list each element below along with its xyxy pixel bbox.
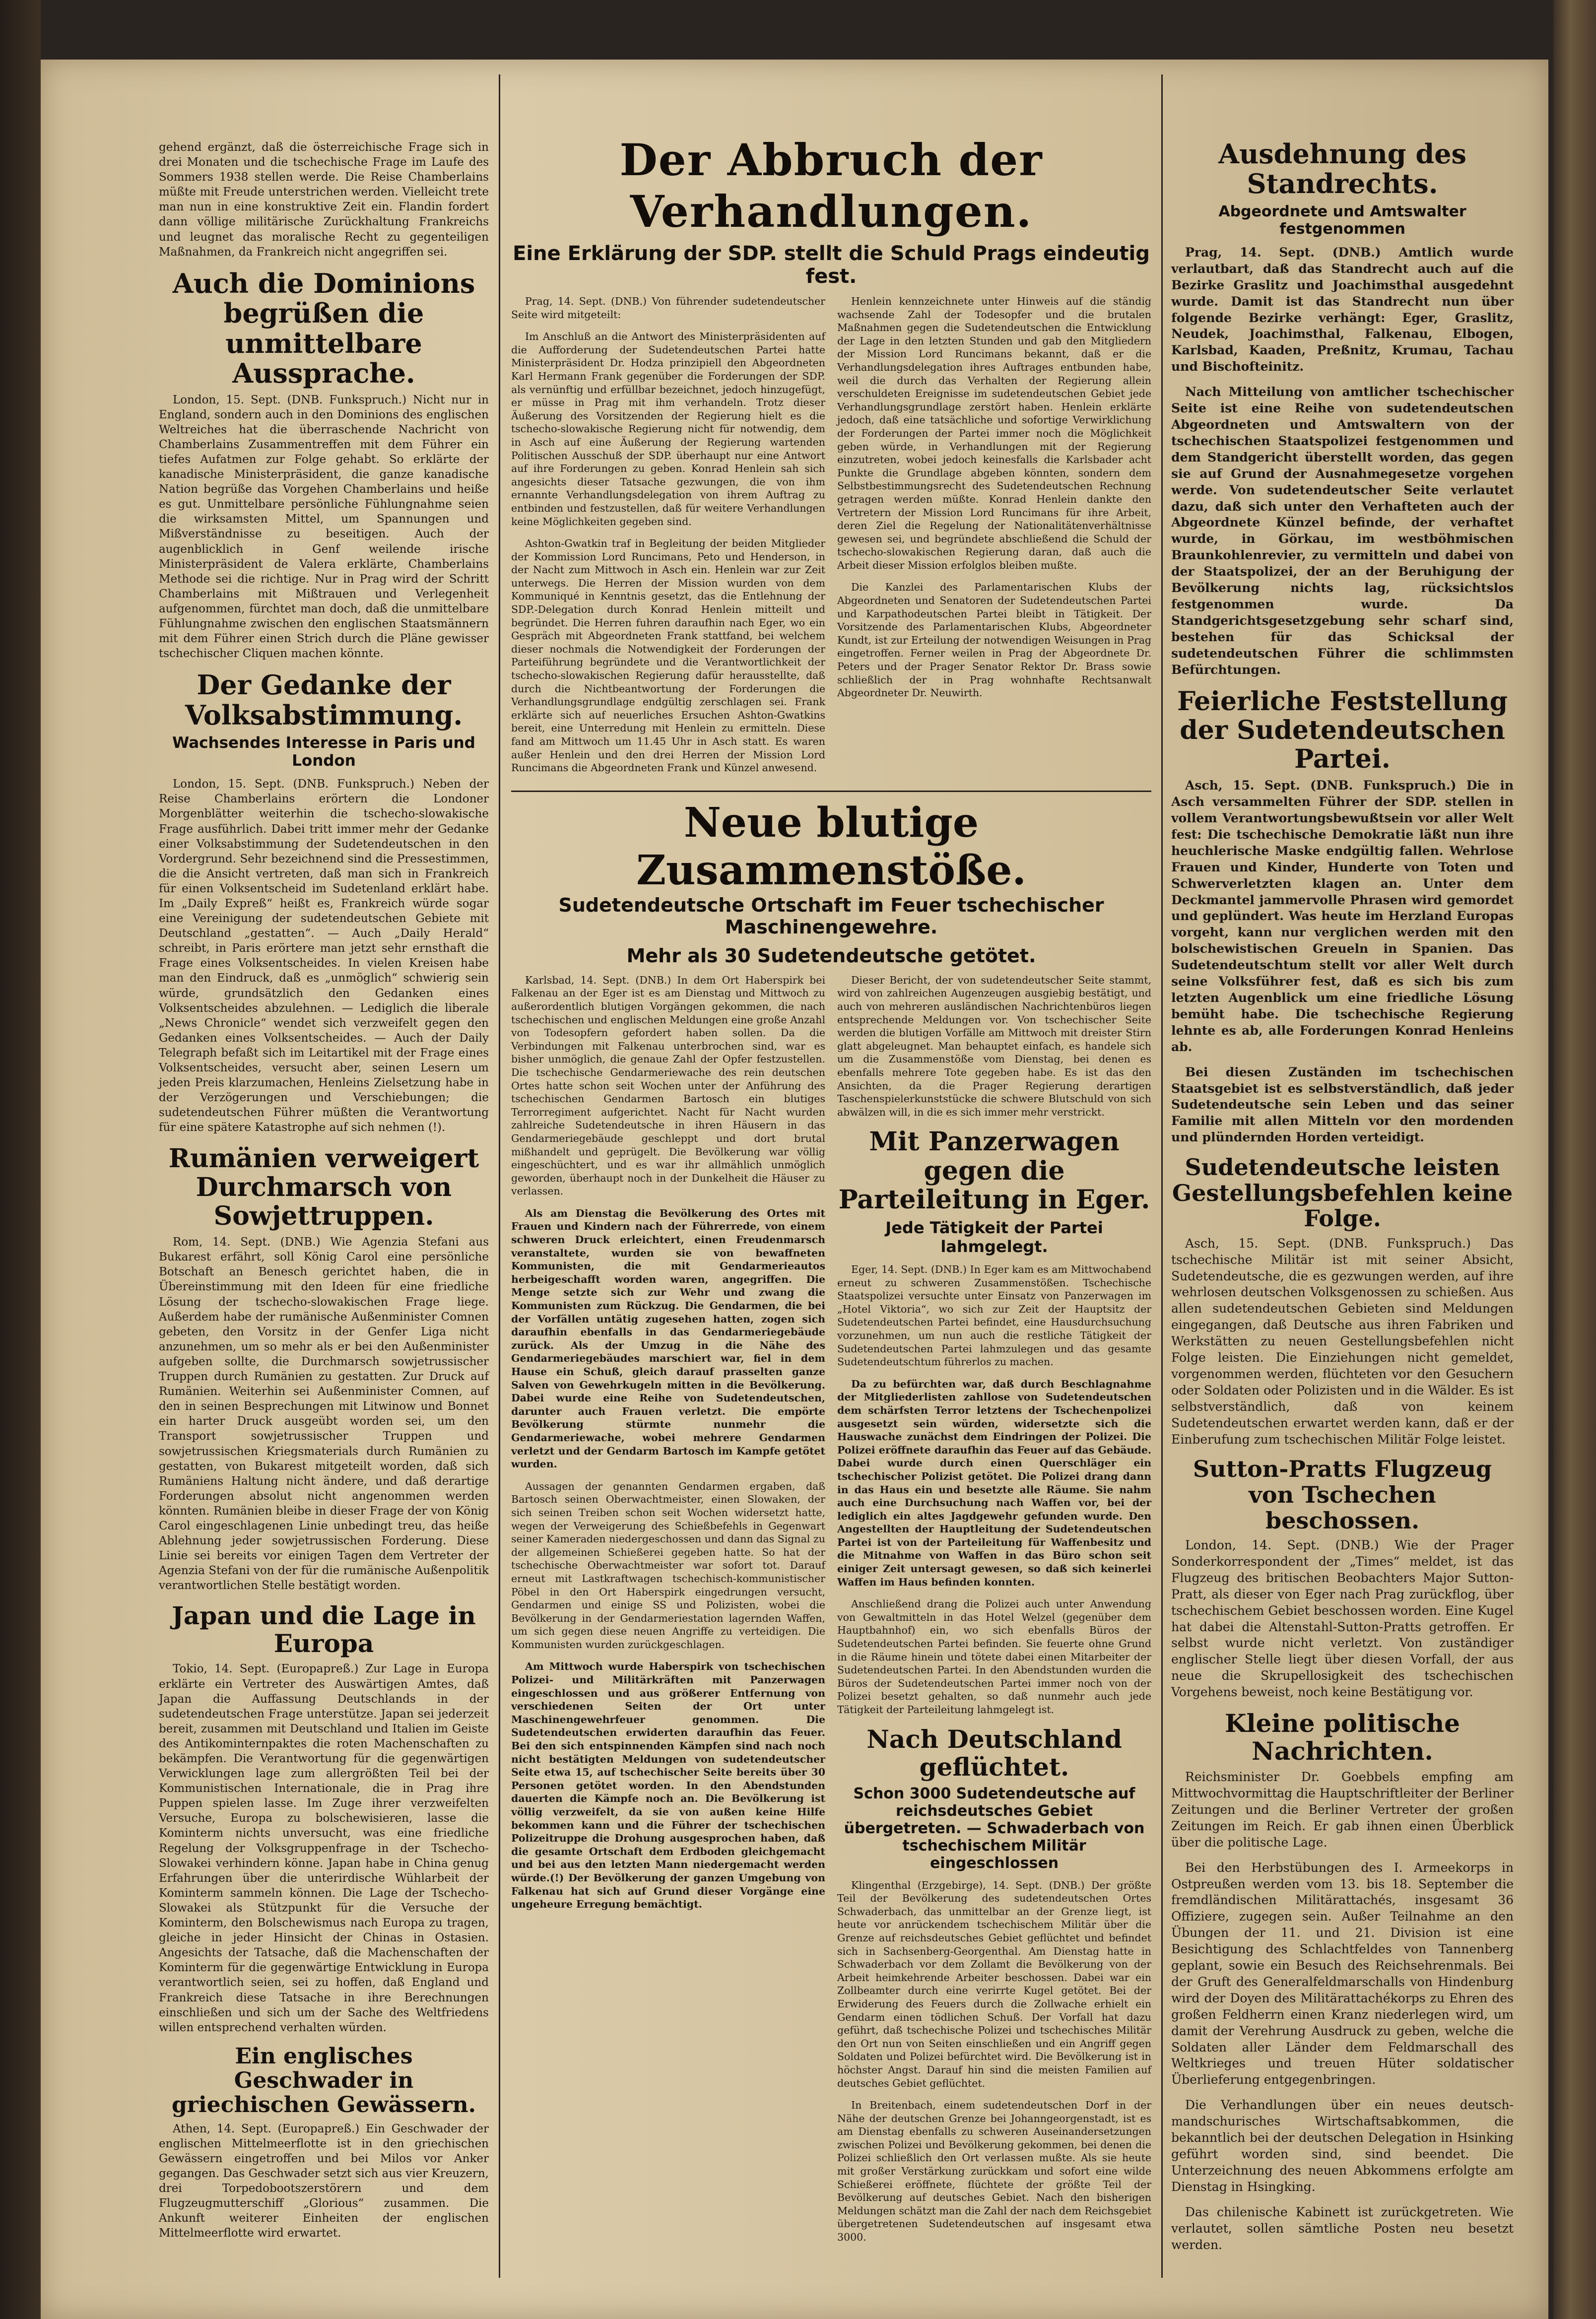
article-text: Die Kanzlei des Parlamentarischen Klubs der Abgeordneten und Senatoren der Sudetendeutschen Partei und Karpathodeutschen Partei bleibt in Tätigkeit. Der Vorsitzende des Parlamentarischen Klubs, Abgeordneter Kundt, ist zur Erteilung der notwendigen Weisungen in Prag eingetroffen. Ferner weilen in Prag der Abgeordnete Dr. Peters und der Prager Senator Rektor Dr. Brass sowie schließlich der in Prag wohnhafte Rechtsanwalt Abgeordneter Dr. Neuwirth. — [837, 581, 1151, 699]
subheadline: Jede Tätigkeit der Partei lahmgelegt. — [885, 1218, 1103, 1257]
mid-story-columns — [511, 974, 1151, 2253]
article-text: Rom, 14. Sept. (DNB.) Wie Agenzia Stefani aus Bukarest erfährt, soll König Carol eine persönliche Botschaft an Benesch gerichtet haben, die in Übereinstimmung mit den Ideen für eine friedliche Lösung der tschecho-slowakischen Frage liege. Außerdem habe der rumänische Außenminister Comnen gebeten, den Vorsitz in der Genfer Liga nicht anzunehmen, um so mehr als er bei den Außenminister aufgeben sollte, die Durchmarsch sowjetrussischer Truppen durch Rumänien zu gestatten. Zur Druck auf Rumänien. Weiterhin sei Außenminister Comnen, auf den in seinen Besprechungen mit Litwinow und Bonnet ein harter Druck ausgeübt worden sei, um den Transport sowjetrussischer Truppen und sowjetrussischen Kriegsmaterials durch Rumänien zu gestatten, von Bukarest mitgeteilt worden, daß sich Rumäniens Haltung nicht ändere, und daß derartige Forderungen absolut nicht angenommen werden könnten. Rumänien bleibe in dieser Frage der von König Carol eingeschlagenen Linie unbedingt treu, das heiße Ablehnung jeder sowjetrussischen Forderung. Diese Linie sei bereits vor einigen Tagen dem Vertreter der Agenzia Stefani von der für die rumänische Außenpolitik verantwortlichen Stelle bestätigt worden. — [159, 1236, 489, 1592]
article-text: Im Anschluß an die Antwort des Ministerpräsidenten auf die Aufforderung der Sudetendeutschen Partei hatte Ministerpräsident Dr. Hodza prinzipiell den Abgeordneten Karl Hermann Frank gegenüber die Forderungen der SDP. als vernünftig und erfüllbar bezeichnet, jedoch hinzugefügt, er müsse in Prag mit ihm verhandeln. Trotz dieser Äußerung des Vorsitzenden der Regierung hielt es die tschecho-slowakische Regierung nicht für notwendig, dem in Asch auf eine Äußerung der Regierung wartenden Politischen Ausschuß der SDP. überhaupt nur eine Antwort auf ihre Forderungen zu geben. Konrad Henlein sah sich angesichts dieser Tatsache gezwungen, die von ihm ernannte Verhandlungsdelegation von ihrem Auftrag zu entbinden und festzustellen, daß für weitere Verhandlungen keine Möglichkeiten gegeben sind. — [511, 331, 825, 528]
binding-spine — [1553, 0, 1596, 2319]
column-rule — [1161, 74, 1163, 2278]
headline: Mit Panzerwagen gegen die Parteileitung in Eger. — [838, 1126, 1150, 1215]
subheadline: Sudetendeutsche Ortschaft im Feuer tschechischer Maschinengewehre. — [558, 894, 1104, 938]
article-text: Das chilenische Kabinett ist zurückgetreten. Wie verlautet, sollen sämtliche Posten neu besetzt werden. — [1171, 2204, 1514, 2252]
subheadline: Abgeordnete und Amtswalter festgenommen — [1218, 202, 1466, 238]
article-text: Prag, 14. Sept. (DNB.) Von führender sudetendeutscher Seite wird mitgeteilt: — [511, 295, 825, 321]
headline: Kleine politische Nachrichten. — [1225, 1709, 1460, 1766]
article-text: Bei den Herbstübungen des I. Armeekorps in Ostpreußen werden vom 13. bis 18. September die fremdländischen Militärattachés, insgesamt 36 Offiziere, zugegen sein. Außer Teilnahme an den Übungen der 11. und 21. Division ist eine Besichtigung des Schlachtfeldes von Tannenberg geplant, sowie ein Besuch des Reichsehrenmals. Bei der Gruft des Generalfeldmarschalls von Hindenburg wird der Doyen des Militärattachékorps zu Ehren des großen Feldherrn einen Kranz niederlegen wird, um damit der Verehrung Ausdruck zu geben, welche die Soldaten aller Länder dem Feldmarschall des Weltkrieges und treuen Hüter soldatischer Überlieferung entgegenbringen. — [1171, 1860, 1514, 2087]
article-text: Asch, 15. Sept. (DNB. Funkspruch.) Die in Asch versammelten Führer der SDP. stellen in vollem Verantwortungsbewußtsein vor aller Welt fest: Die tschechische Demokratie läßt nun ihre heuchlerische Maske endgültig fallen. Wehrlose Frauen und Kinder, Hunderte von Toten und Schwerverletzten klagen an. Unter dem Deckmantel jammervolle Phrasen wird gemordet und geplündert. Was heute im Herzland Europas vorgeht, kann nur verglichen werden mit den bolschewistischen Greueln in Spanien. Das Sudetendeutschtum stellt vor aller Welt durch seine Volksführer fest, daß es sich bis zum letzten Augenblick um eine friedliche Lösung bemüht habe. Die tschechische Regierung lehnte es ab, alle Forderungen Konrad Henleins ab. — [1171, 778, 1514, 1054]
top-story-columns — [511, 295, 1151, 784]
article-text: Karlsbad, 14. Sept. (DNB.) In dem Ort Haberspirk bei Falkenau an der Eger ist es am Dienstag und Mittwoch zu außerordentlich blutigen Vorgängen gekommen, die nach tschechischen und englischen Meldungen eine große Anzahl von Todesopfern gefordert haben sollen. Da die Verbindungen mit Falkenau unterbrochen sind, war es bisher unmöglich, die genaue Zahl der Opfer festzustellen. Die tschechische Gendarmeriewache des rein deutschen Ortes hatte schon seit Wochen unter der Anführung des tschechischen Gendarmen Bartosch ein blutiges Terrorregiment aufgerichtet. Nacht für Nacht wurden zahlreiche Sudetendeutsche in ihren Häusern in das Gendarmeriegebäude geschleppt und dort brutal mißhandelt und geprügelt. Die Bevölkerung war völlig eingeschüchtert, und es war ihr allmählich unmöglich geworden, überhaupt noch in der Dunkelheit die Häuser zu verlassen. — [511, 974, 825, 1197]
headline: Ein englisches Geschwader in griechischen Gewässern. — [172, 2043, 476, 2118]
article-text: Eger, 14. Sept. (DNB.) In Eger kam es am Mittwochabend erneut zu schweren Zusammenstößen. Tschechische Staatspolizei versuchte unter Einsatz von Panzerwagen im „Hotel Viktoria“, wo sich zur Zeit der Hauptsitz der Sudetendeutschen Partei befindet, eine Hausdurchsuchung vorzunehmen, um nun auch die restliche Tätigkeit der Sudetendeutschen Partei lahmzulegen und das gesamte Sudetendeutschtum führerlos zu machen. — [837, 1263, 1151, 1368]
subheadline: Schon 3000 Sudetendeutsche auf reichsdeutsches Gebiet übergetreten. — Schwaderbach von tschechischem Militär eingeschlossen — [844, 1785, 1145, 1872]
headline: Sutton-Pratts Flugzeug von Tschechen beschossen. — [1193, 1456, 1492, 1534]
headline: Der Gedanke der Volksabstimmung. — [185, 669, 463, 731]
headline: Auch die Dominions begrüßen die unmittelbare Aussprache. — [172, 267, 475, 390]
article-text: Da zu befürchten war, daß durch Beschlagnahme der Mitgliederlisten zahllose von Sudetendeutschen dem schärfsten Terror letztens der Tschechenpolizei ausgesetzt sein würden, widersetzte sich die Hauswache zunächst dem Eindringen der Polizei. Die Polizei eröffnete daraufhin das Feuer auf das Gebäude. Dabei wurde durch einen Querschläger ein tschechischer Polizist getötet. Die Polizei drang dann in das Haus ein und besetzte alle Räume. Sie nahm auch eine Durchsuchung nach Waffen vor, bei der lediglich ein altes Jagdgewehr gefunden wurde. Den Angestellten der Hauptleitung der Sudetendeutschen Partei ist von der Parteileitung für Waffenbesitz und die Mitnahme von Waffen in das Büro schon seit einiger Zeit untersagt gewesen, so daß sich keinerlei Waffen im Haus befinden konnten. — [837, 1378, 1151, 1588]
main-headline: Der Abbruch der Verhandlungen. — [619, 134, 1043, 237]
subheadline: Mehr als 30 Sudetendeutsche getötet. — [626, 944, 1036, 967]
article-text: Aussagen der genannten Gendarmen ergaben, daß Bartosch seinen Oberwachtmeister, einen Slowaken, der sich seinen Treiben schon seit Wochen widersetzt hatte, wegen der Verweigerung des Schießbefehls in Gegenwart seiner Kameraden niedergeschossen und dann das Signal zu der allgemeinen Schießerei gegeben hatte. So hat der tschechische Oberwachtmeister war sofort tot. Darauf erneut mit Lastkraftwagen tschechisch-kommunistischer Pöbel in den Ort Haberspirk eingedrungen versucht, Gendarmen und einige SS und Polizisten, wobei die Bevölkerung in der Gendarmeriestation lagernden Waffen, um sich gegen diese neuen Angriffe zu verteidigen. Die Kommunisten wurden zurückgeschlagen. — [511, 1480, 825, 1651]
divider — [511, 791, 1151, 792]
article-text: Anschließend drang die Polizei auch unter Anwendung von Gewaltmitteln in das Hotel Welzel (gegenüber dem Hauptbahnhof) ein, wo sich ebenfalls Büros der Sudetendeutschen Partei befinden. Sie feuerte ohne Grund in die Räume hinein und tötete dabei einen Mitarbeiter der Sudetendeutschen Partei. In den Abendstunden wurden die Büros der Sudetendeutschen Partei immer noch von der Polizei besetzt gehalten, so daß nunmehr auch jede Tätigkeit der Parteileitung lahmgelegt ist. — [837, 1598, 1151, 1716]
headline: Ausdehnung des Standrechts. — [1218, 138, 1466, 200]
subheadline: Wachsendes Interesse in Paris und London — [172, 734, 475, 770]
article-text: Am Mittwoch wurde Haberspirk von tschechischen Polizei- und Militärkräften mit Panzerwagen eingeschlossen und aus größerer Entfernung von verschiedenen Seiten der Ort unter Maschinengewehrfeuer genommen. Die Sudetendeutschen erwiderten daraufhin das Feuer. Bei den sich entspinnenden Kämpfen sind nach noch nicht bestätigten Meldungen von sudetendeutscher Seite etwa 15, auf tschechischer Seite bereits über 30 Personen getötet worden. In den Abendstunden dauerten die Kämpfe noch an. Die Bevölkerung ist völlig verzweifelt, da sie von außen keine Hilfe bekommen kann und die Führer der tschechischen Polizeitruppe die Drohung ausgesprochen haben, daß die gesamte Ortschaft dem Erdboden gleichgemacht und bei aus den letzten Mann niedergemacht werden würde.(!) Der Bevölkerung der ganzen Umgebung von Falkenau hat sich auf Grund dieser Vorgänge eine ungeheure Erregung bemächtigt. — [511, 1660, 825, 1911]
binding-left-edge — [0, 0, 41, 2319]
article-text: Bei diesen Zuständen im tschechischen Staatsgebiet ist es selbstverständlich, daß jeder Sudetendeutsche sein Leben und das seiner Familie mit allen Mitteln vor den mordenden und plündernden Horden verteidigt. — [1171, 1064, 1514, 1145]
headline: Rumänien verweigert Durchmarsch von Sowjettruppen. — [168, 1143, 479, 1231]
headline: Japan und die Lage in Europa — [172, 1601, 476, 1658]
article-text: Klingenthal (Erzgebirge), 14. Sept. (DNB.) Der größte Teil der Bevölkerung des sudetendeutschen Ortes Schwaderbach, das unmittelbar an der Grenze liegt, ist heute vor anrückendem tschechischem Militär über die Grenze auf reichsdeutsches Gebiet geflüchtet und befindet sich in Sachsenberg-Georgenthal. Am Dienstag hatte in Schwaderbach vor dem Zollamt die Bevölkerung von der Arbeit heimkehrende Arbeiter beschossen. Dabei war ein Zollbeamter durch eine verirrte Kugel getötet. Bei der Erwiderung des Feuers durch die Zollwache erhielt ein Gendarm einen tödlichen Schuß. Der Vorfall hat dazu geführt, daß tschechische Polizei und tschechisches Militär den Ort nun von Seiten einschließen und ein Angriff gegen Soldaten und Polizei befürchtet wird. Die Bevölkerung ist in höchster Angst. Darauf hin sind die meisten Familien auf deutsches Gebiet geflüchtet. — [837, 1879, 1151, 2089]
article-text: London, 15. Sept. (DNB. Funkspruch.) Neben der Reise Chamberlains erörtern die Londoner Morgenblätter weiterhin die tschecho-slowakische Frage ausführlich. Dabei tritt immer mehr der Gedanke einer Volksabstimmung der Sudetendeutschen in den Vordergrund. Sehr bezeichnend sind die Pressestimmen, die die Ansicht vertreten, daß man sich in Frankreich für einen Volksentscheid im Sudetenland erklärt habe. Im „Daily Expreß“ heißt es, Frankreich würde sogar eine Vereinigung der sudetendeutschen Gebiete mit Deutschland „gestatten“. — Auch „Daily Herald“ schreibt, in Paris erörtere man jetzt sehr ernsthaft die Frage eines Volksentscheides. In vielen Kreisen habe man den Eindruck, daß es „unmöglich“ schwierig sein würde, grundsätzlich den Gedanken eines Volksentscheides abzulehnen. — Lediglich die liberale „News Chronicle“ wendet sich verzweifelt gegen den Gedanken eines Volksentscheides. — Auch der Daily Telegraph befaßt sich im Leitartikel mit der Frage eines Volksentscheides, versucht aber, seinen Lesern um jeden Preis klarzumachen, Henleins Zielsetzung habe in der Verzögerungen und Verschiebungen; die sudetendeutschen Führer müßten die Verantwortung für eine spätere Katastrophe auf sich nehmen (!). — [159, 778, 489, 1134]
headline: Feierliche Feststellung der Sudetendeutschen Partei. — [1177, 686, 1508, 774]
article-text: In Breitenbach, einem sudetendeutschen Dorf in der Nähe der deutschen Grenze bei Johanngeorgenstadt, ist es am Dienstag ebenfalls zu schweren Auseinandersetzungen zwischen Polizei und Bevölkerung gekommen, bei denen die Polizei schließlich den Ort verlassen mußte. Als sie heute mit großer Verstärkung zurückkam und sofort eine wilde Schießerei eröffnete, flüchtete der größte Teil der Bevölkerung auf deutsches Gebiet. Nach den bisherigen Meldungen schätzt man die Zahl der nach dem Reichsgebiet übergetretenen Sudetendeutschen auf insgesamt etwa 3000. — [837, 2099, 1151, 2244]
article-text: Tokio, 14. Sept. (Europapreß.) Zur Lage in Europa erklärte ein Vertreter des Auswärtigen Amtes, daß Japan die Auffassung Deutschlands in der sudetendeutschen Frage unterstütze. Japan sei jederzeit bereit, zusammen mit Deutschland und Italien im Geiste des Antikominternpaktes die roten Machenschaften zu bekämpfen. Die Verantwortung für die gegenwärtigen Verwicklungen lage zum allergrößten Teil bei der Kommunistischen Internationale, die in Prag ihre Puppen spielen lasse. Im Zuge ihrer verzweifelten Versuche, Europa zu bolschewisieren, lasse die Kominterm nichts unversucht, was eine friedliche Regelung der Volksgruppenfrage in der Tschecho-Slowakei verhindern könne. Japan habe in China genug Erfahrungen über die unterirdische Wühlarbeit der Kominterm sammeln können. Die Lage der Tschecho-Slowakei als Stützpunkt für die Versuche der Kominterm, den Bolschewismus nach Europa zu tragen, gleiche in jeder Hinsicht der Chinas in Ostasien. Angesichts der Tatsache, daß die Machenschaften der Kominterm für die gegenwärtige Entwicklung in Europa verantwortlich seien, sei zu hoffen, daß England und Frankreich diese Tatsache in ihre Berechnungen einschließen und sich um der Sache des Weltfriedens willen entsprechend verhalten würden. — [159, 1662, 489, 2034]
article-text: Prag, 14. Sept. (DNB.) Amtlich wurde verlautbart, daß das Standrecht auch auf die Bezirke Graslitz und Joachimsthal ausgedehnt wurde. Damit ist das Standrecht nun über folgende Bezirke verhängt: Eger, Graslitz, Neudek, Joachimsthal, Falkenau, Elbogen, Karlsbad, Kaaden, Preßnitz, Krumau, Tachau und Bischofteinitz. — [1171, 245, 1514, 374]
article-text: Dieser Bericht, der von sudetendeutscher Seite stammt, wird von zahlreichen Augenzeugen ausgiebig bestätigt, und auch von mehreren ausländischen Nachrichtenbüros liegen entsprechende Meldungen vor. Von tschechischer Seite werden die blutigen Vorfälle am Mittwoch mit dreister Stirn glatt abgeleugnet. Man behauptet einfach, es handele sich um die Zusammenstöße vom Dienstag, bei denen es ebenfalls mehrere Tote gegeben habe. Es ist das den Ansichten, da die Prager Regierung derartigen Taschenspielerkunststücke die schwere Blutschuld von sich abwälzen will, in die es sich immer mehr verstrickt. — [837, 974, 1151, 1118]
main-headline: Neue blutige Zusammenstöße. — [636, 798, 1026, 894]
article-text: Asch, 15. Sept. (DNB. Funkspruch.) Das tschechische Militär ist mit seiner Absicht, Sudetendeutsche, die es gezwungen werden, auf ihre wehrlosen deutschen Volksgenossen zu schießen. Aus allen sudetendeutschen Gebieten sind Meldungen eingegangen, daß Deutsche aus ihren Fabriken und Werkstätten zu neuen Gestellungsbefehlen nicht Folge leisten. Die Einziehungen nicht gemeldet, vorgenommen werden, flüchteten vor den Gesuchern oder Soldaten oder Polizisten und in die Wälder. Es ist selbstverständlich, daß von keinem Sudetendeutschen erwartet werden kann, daß er der Einberufung zum tschechischen Militär Folge leistet. — [1171, 1236, 1514, 1447]
subheadline: Eine Erklärung der SDP. stellt die Schuld Prags eindeutig fest. — [513, 242, 1150, 288]
column-rule — [499, 74, 500, 2278]
left-column — [159, 140, 489, 2250]
right-column — [1171, 134, 1514, 2262]
article-text: Nach Mitteilung von amtlicher tschechischer Seite ist eine Reihe von sudetendeutschen Abgeordneten und Amtswaltern von der tschechischen Staatspolizei festgenommen und dem Standgericht überstellt worden, das gegen sie auf Grund der Ausnahmegesetze vorgehen werde. Von sudetendeutscher Seite verlautet dazu, daß sich unter den Verhafteten auch der Abgeordnete Künzel befinde, der verhaftet wurde, in Görkau, im westböhmischen Braunkohlenrevier, zu vermitteln und dabei von der Staatspolizei, der an der Beruhigung der Bevölkerung nichts lag, rücksichtslos festgenommen wurde. Da Standgerichtsgesetzgebung sehr scharf sind, bestehen für das Schicksal der sudetendeutschen Führer die schlimmsten Befürchtungen. — [1171, 385, 1514, 677]
article-text: gehend ergänzt, daß die österreichische Frage sich in drei Monaten und die tschechische Frage im Laufe des Sommers 1938 stellen werde. Die Reise Chamberlains müßte mit Freude unterstrichen werden. Vielleicht trete man nun in eine konstruktive Zeit ein. Flandin fordert dann völlige militärische Zurückhaltung Frankreichs und leugnet das moralische Recht zu gegenteiligen Maßnahmen, da Frankreich nicht angegriffen sei. — [159, 141, 489, 259]
top-story — [511, 134, 1151, 2253]
headline: Sudetendeutsche leisten Gestellungsbefehlen keine Folge. — [1172, 1154, 1513, 1232]
article-text: Die Verhandlungen über ein neues deutsch-mandschurisches Wirtschaftsabkommen, die bekanntlich bei der deutschen Delegation in Hsinking geführt worden sind, sind beendet. Die Unterzeichnung des neuen Abkommens erfolgte am Dienstag in Hsingking. — [1171, 2098, 1514, 2194]
article-text: Ashton-Gwatkin traf in Begleitung der beiden Mitglieder der Kommission Lord Runcimans, Peto und Henderson, in der Nacht zum Mittwoch in Asch ein. Henlein war zur Zeit unterwegs. Die Herren der Mission wurden von dem Kommuniqué in Kenntnis gesetzt, das die Entlehnung der SDP.-Delegation durch Konrad Henlein mitteilt und begründet. Die Herren fuhren daraufhin nach Eger, wo ein Gespräch mit Abgeordneten Frank stattfand, bei welchem dieser nochmals die Notwendigkeit der Forderungen der Parteiführung begründete und die Verantwortlichkeit der tschecho-slowakischen Regierung dafür herausstellte, daß durch die Nichtbeantwortung der Forderungen die Verhandlungsgrundlage endgültig zerschlagen sei. Frank erklärte sich auf neuerliches Ersuchen Ashton-Gwatkins bereit, eine Unterredung mit Henlein zu ermitteln. Diese fand am Mittwoch um 11.45 Uhr in Asch statt. Es waren außer Henlein und den drei Herren der Mission Lord Runcimans die Abgeordneten Frank und Künzel anwesend. — [511, 537, 825, 774]
headline: Nach Deutschland geflüchtet. — [866, 1724, 1122, 1782]
article-text: Athen, 14. Sept. (Europapreß.) Ein Geschwader der englischen Mittelmeerflotte ist in den griechischen Gewässern eingetroffen und bei Milos vor Anker gegangen. Das Geschwader setzt sich aus vier Kreuzern, drei Torpedobootszerstörern und dem Flugzeugmutterschiff „Glorious“ zusammen. Die Ankunft weiterer Einheiten der englischen Mittelmeerflotte wird erwartet. — [159, 2122, 489, 2240]
article-text: London, 14. Sept. (DNB.) Wie der Prager Sonderkorrespondent der „Times“ meldet, ist das Flugzeug des britischen Beobachters Major Sutton-Pratt, als dieser von Eger nach Prag zurückflog, über tschechischem Gebiet beschossen worden. Eine Kugel hat dabei die Altenstahl-Sutton-Pratts getroffen. Er selbst wurde nicht verletzt. Von zuständiger englischer Stelle liegt über diesen Vorfall, der aus neue die Skrupellosigkeit des tschechischen Vorgehens beweist, noch keine Bestätigung vor. — [1171, 1538, 1514, 1700]
article-text: London, 15. Sept. (DNB. Funkspruch.) Nicht nur in England, sondern auch in den Dominions des englischen Weltreiches hat die überraschende Nachricht von Chamberlains Zusammentreffen mit dem Führer ein tiefes Aufatmen zur Folge gehabt. So erklärte der kanadische Ministerpräsident, die ganze kanadische Nation begrüße das Vorgehen Chamberlains und heiße es gut. Unmittelbare persönliche Fühlungnahme seien die wirksamsten Mittel, um Spannungen und Mißverständnisse zu beseitigen. Auch der augenblicklich in Genf weilende irische Ministerpräsident de Valera erklärte, Chamberlains Methode sei die richtige. Nur in Prag wird der Schritt Chamberlains mit Mißtrauen und Verlegenheit aufgenommen, fürchtet man doch, daß die unmittelbare Fühlungnahme zwischen den englischen Staatsmännern mit dem Führer einen Strich durch die Pläne gewisser tschechischer Cliquen machen könnte. — [159, 393, 489, 661]
article-text: Henlein kennzeichnete unter Hinweis auf die ständig wachsende Zahl der Todesopfer und die brutalen Maßnahmen gegen die Sudetendeutschen die Entwicklung der Lage in den letzten Stunden und gab den Mitgliedern der Mission Lord Runcimans bekannt, daß er die Verhandlungsdelegation ihres Auftrages entbunden habe, weil die durch das Verhalten der Regierung allein verschuldeten Ereignisse im sudetendeutschen Gebiet jede Verhandlungsgrundlage zerstört haben. Henlein erklärte jedoch, daß eine tatsächliche und sofortige Verwirklichung der Forderungen der Partei immer noch die Möglichkeit geben würde, in Verhandlungen mit der Regierung einzutreten, wobei jedoch keinesfalls die Karlsbader acht Punkte die Grundlage abgeben könnten, sondern dem Selbstbestimmungsrecht des Sudetendeutschen Rechnung getragen werden müßte. Konrad Henlein dankte den Vertretern der Mission Lord Runcimans für ihre Arbeit, deren Ziel die Regelung der Nationalitätenverhältnisse gewesen sei, und begründete abschließend die Schuld der tschecho-slowakischen Regierung daran, daß auch die Arbeit dieser Mission erfolglos bleiben mußte. — [837, 295, 1151, 571]
article-text: Reichsminister Dr. Goebbels empfing am Mittwochvormittag die Hauptschriftleiter der Berliner Zeitungen und die Berliner Vertreter der großen Zeitungen im Reich. Er gab ihnen einen Überblick über die politische Lage. — [1171, 1770, 1514, 1850]
article-text: Als am Dienstag die Bevölkerung des Ortes mit Frauen und Kindern nach der Führerrede, von einem schweren Druck erleichtert, einen Freudenmarsch veranstaltete, wurden sie von bewaffneten Kommunisten, die mit Gendarmerieautos herbeigeschafft worden waren, angegriffen. Die Menge setzte sich zur Wehr und zwang die Kommunisten zum Rückzug. Die Gendarmen, die bei der Vorfällen untätig zugesehen hatten, zogen sich daraufhin ebenfalls in das Gendarmeriegebäude zurück. Als der Umzug in die Nähe des Gendarmeriegebäudes marschiert war, fiel in dem Hause ein Schuß, gleich darauf prasselten ganze Salven von Gewehrkugeln mitten in die Bevölkerung. Dabei wurde eine Reihe von Sudetendeutschen, darunter auch Frauen verletzt. Die empörte Bevölkerung stürmte nunmehr die Gendarmeriewache, wobei mehrere Gendarmen verletzt und der Gendarm Bartosch im Kampfe getötet wurden. — [511, 1207, 825, 1470]
